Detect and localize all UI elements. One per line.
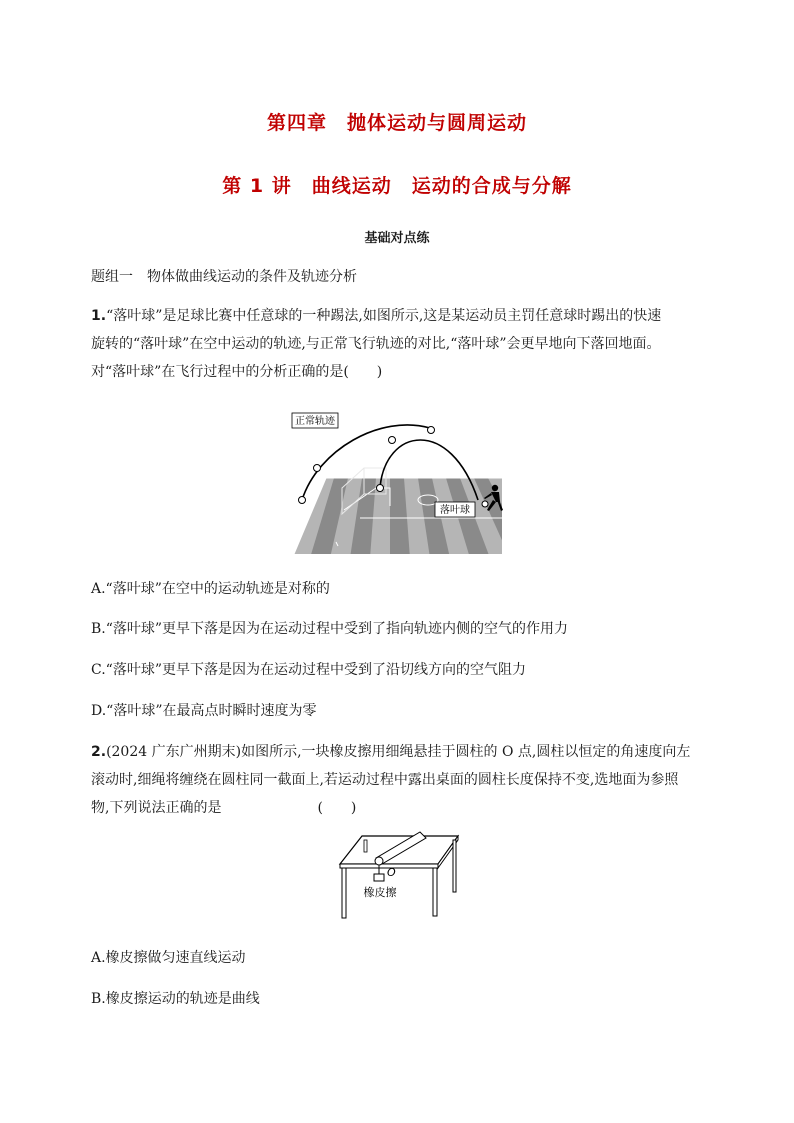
q2-figure-table (336, 826, 462, 932)
ball-icon (428, 427, 435, 434)
question-1-line-2: 旋转的“落叶球”在空中运动的轨迹,与正常飞行轨迹的对比,“落叶球”会更早地向下落回地面。 (91, 336, 661, 352)
question-2-line-3: 物,下列说法正确的是 ( ) (91, 794, 721, 822)
eraser-icon (374, 874, 384, 881)
q2-option-a[interactable]: A.橡皮擦做匀速直线运动 (91, 950, 246, 966)
label-normal-trajectory: 正常轨迹 (295, 416, 335, 427)
ball-icon (377, 485, 384, 492)
ball-icon (299, 497, 306, 504)
question-1-number: 1. (91, 308, 107, 324)
question-1-line-1: 1.“落叶球”是足球比赛中任意球的一种踢法,如图所示,这是某运动员主罚任意球时踢出的快速 (91, 308, 662, 324)
label-leaf-ball: 落叶球 (440, 505, 470, 516)
question-1 (91, 302, 721, 386)
q1-option-d[interactable]: D.“落叶球”在最高点时瞬时速度为零 (91, 703, 317, 719)
ball-icon (482, 501, 488, 507)
group-title: 题组一 物体做曲线运动的条件及轨迹分析 (91, 269, 357, 285)
ball-icon (389, 437, 396, 444)
label-point-o: O (387, 866, 396, 879)
q2-option-b[interactable]: B.橡皮擦运动的轨迹是曲线 (91, 991, 260, 1007)
q1-figure-soccer (290, 410, 505, 558)
q1-option-c[interactable]: C.“落叶球”更早下落是因为在运动过程中受到了沿切线方向的空气阻力 (91, 662, 526, 678)
q1-option-a[interactable]: A.“落叶球”在空中的运动轨迹是对称的 (91, 581, 330, 597)
question-1-line-3: 对“落叶球”在飞行过程中的分析正确的是( ) (91, 364, 383, 380)
question-2-number: 2. (91, 744, 107, 760)
question-2 (91, 738, 721, 822)
chapter-title: 第四章 抛体运动与圆周运动 (266, 112, 527, 134)
lesson-title: 第 1 讲 曲线运动 运动的合成与分解 (222, 175, 572, 197)
answer-paren: ( ) (317, 800, 357, 816)
label-eraser: 橡皮擦 (363, 886, 397, 899)
question-2-line-2: 滚动时,细绳将缠绕在圆柱同一截面上,若运动过程中露出桌面的圆柱长度保持不变,选地面为参照 (91, 772, 679, 788)
question-2-line-1: 2.(2024 广东广州期末)如图所示,一块橡皮擦用细绳悬挂于圆柱的 O 点,圆柱以恒定的角速度向左 (91, 744, 691, 760)
ball-icon (314, 465, 321, 472)
q1-option-b[interactable]: B.“落叶球”更早下落是因为在运动过程中受到了指向轨迹内侧的空气的作用力 (91, 621, 569, 637)
section-title: 基础对点练 (364, 231, 430, 246)
